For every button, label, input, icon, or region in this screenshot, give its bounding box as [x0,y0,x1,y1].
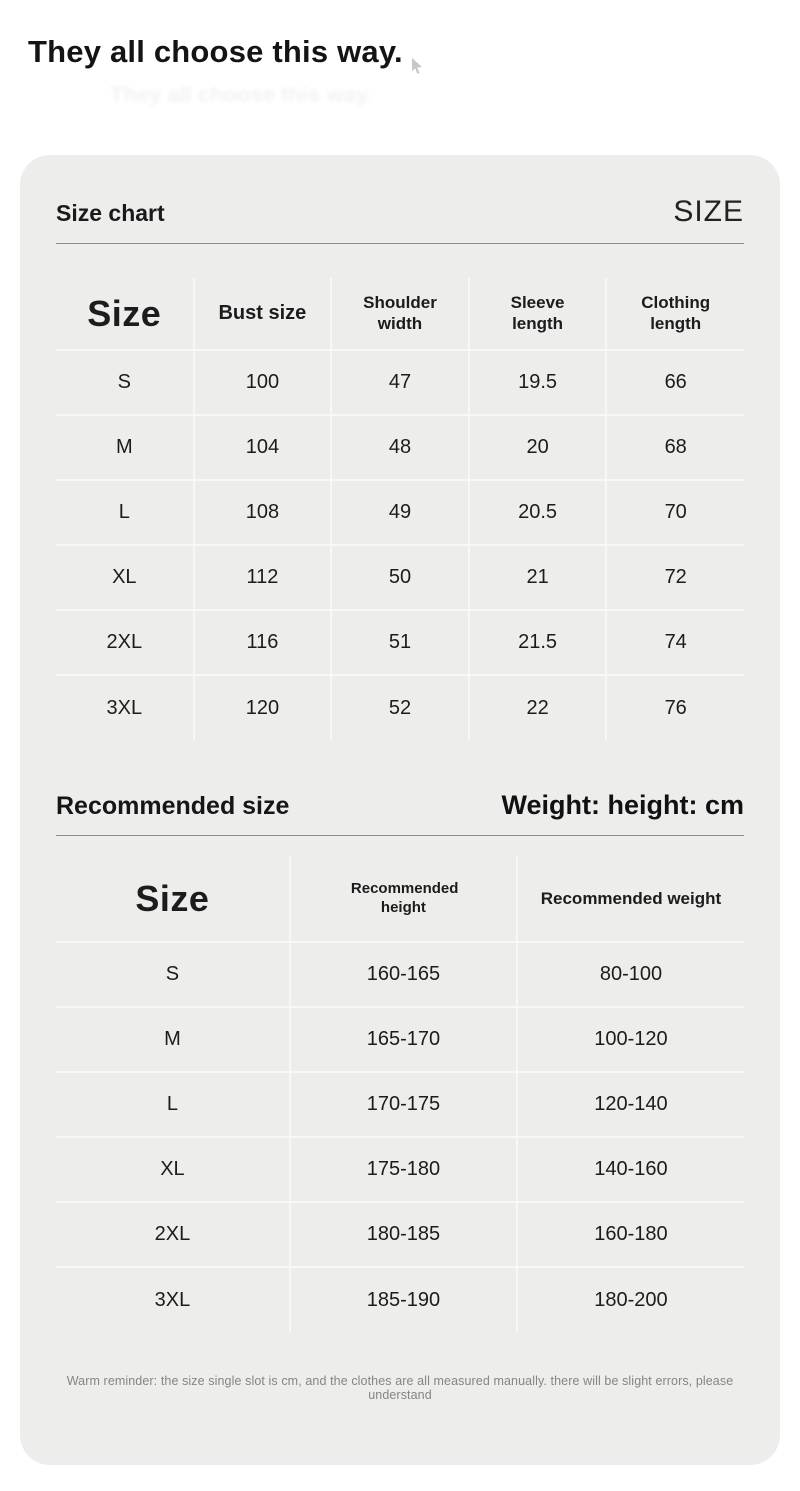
table-cell: 170-175 [290,1072,517,1137]
table-cell: 72 [606,545,744,610]
table-row [56,1202,744,1267]
table-cell: XL [160,1158,185,1180]
table-cell: 22 [469,675,607,740]
table-cell: 180-185 [290,1202,517,1267]
table-row [56,942,744,1007]
table-cell: 3XL [106,696,143,719]
page-title: They all choose this way. [28,34,403,69]
table-cell: 48 [331,415,469,480]
table-cell: 68 [606,415,744,480]
table-cell: 140-160 [517,1137,744,1202]
column-header: Recommended height [290,856,517,942]
recommended-size-heading: Recommended size [56,792,290,820]
table-cell: M [115,436,133,458]
table-cell: L [166,1093,179,1115]
table-cell: 160-180 [517,1202,744,1267]
table-cell: 120 [194,675,332,740]
table-cell: 112 [194,545,332,610]
table-cell: 20 [469,415,607,480]
weight-height-unit-label: Weight: height: cm [501,790,744,820]
table-cell: 51 [331,610,469,675]
table-row [56,1137,744,1202]
table-row [56,675,744,740]
ghost-text: They all choose this way. [110,82,373,107]
table-row [56,1072,744,1137]
table-cell: 108 [194,480,332,545]
column-header: Sleeve length [469,278,607,350]
table-cell: 104 [194,415,332,480]
table-row [56,415,744,480]
table-cell: XL [112,566,137,588]
size-chart-header [56,195,744,229]
section-divider [56,243,744,244]
table-cell: 20.5 [469,480,607,545]
size-chart-heading: Size chart [56,200,165,226]
table-cell: 165-170 [290,1007,517,1072]
table-cell: 2XL [154,1223,191,1245]
table-cell: 66 [606,350,744,415]
table-cell: 160-165 [290,942,517,1007]
table-cell: 180-200 [517,1267,744,1332]
table-cell: 80-100 [517,942,744,1007]
table-cell: 100-120 [517,1007,744,1072]
cursor-icon [411,58,424,79]
table-cell: 116 [194,610,332,675]
table-row [56,610,744,675]
table-cell: S [165,963,180,985]
table-cell: 76 [606,675,744,740]
table-cell: 19.5 [469,350,607,415]
column-header: Shoulder width [331,278,469,350]
table-header-row [56,856,744,942]
table-cell: 185-190 [290,1267,517,1332]
table-cell: 21 [469,545,607,610]
table-cell: 21.5 [469,610,607,675]
table-row [56,350,744,415]
table-cell: 50 [331,545,469,610]
table-cell: 2XL [106,631,143,653]
column-header: Recommended weight [517,856,744,942]
recommended-size-header [56,790,744,821]
table-row [56,1267,744,1332]
table-header-row [56,278,744,350]
column-header: Bust size [194,278,332,350]
table-cell: 74 [606,610,744,675]
size-label: SIZE [673,195,744,228]
column-header: Size [135,877,210,919]
table-cell: 120-140 [517,1072,744,1137]
table-row [56,1007,744,1072]
table-row [56,480,744,545]
section-divider [56,835,744,836]
table-cell: 175-180 [290,1137,517,1202]
table-cell: 3XL [154,1288,191,1311]
table-cell: L [118,501,130,523]
column-header: Size [87,292,162,334]
warm-reminder-note: Warm reminder: the size single slot is cm, and the clothes are all measured manually. there will be slight errors, please understand [66,1374,734,1402]
table-cell: M [164,1028,181,1050]
table-cell: 70 [606,480,744,545]
table-cell: 49 [331,480,469,545]
page-title-row [28,34,772,79]
size-chart-card [20,155,780,1465]
size-measurements-table [56,278,744,740]
table-row [56,545,744,610]
recommended-size-table [56,856,744,1332]
table-cell: S [117,371,131,393]
table-cell: 100 [194,350,332,415]
table-cell: 47 [331,350,469,415]
table-cell: 52 [331,675,469,740]
column-header: Clothing length [606,278,744,350]
